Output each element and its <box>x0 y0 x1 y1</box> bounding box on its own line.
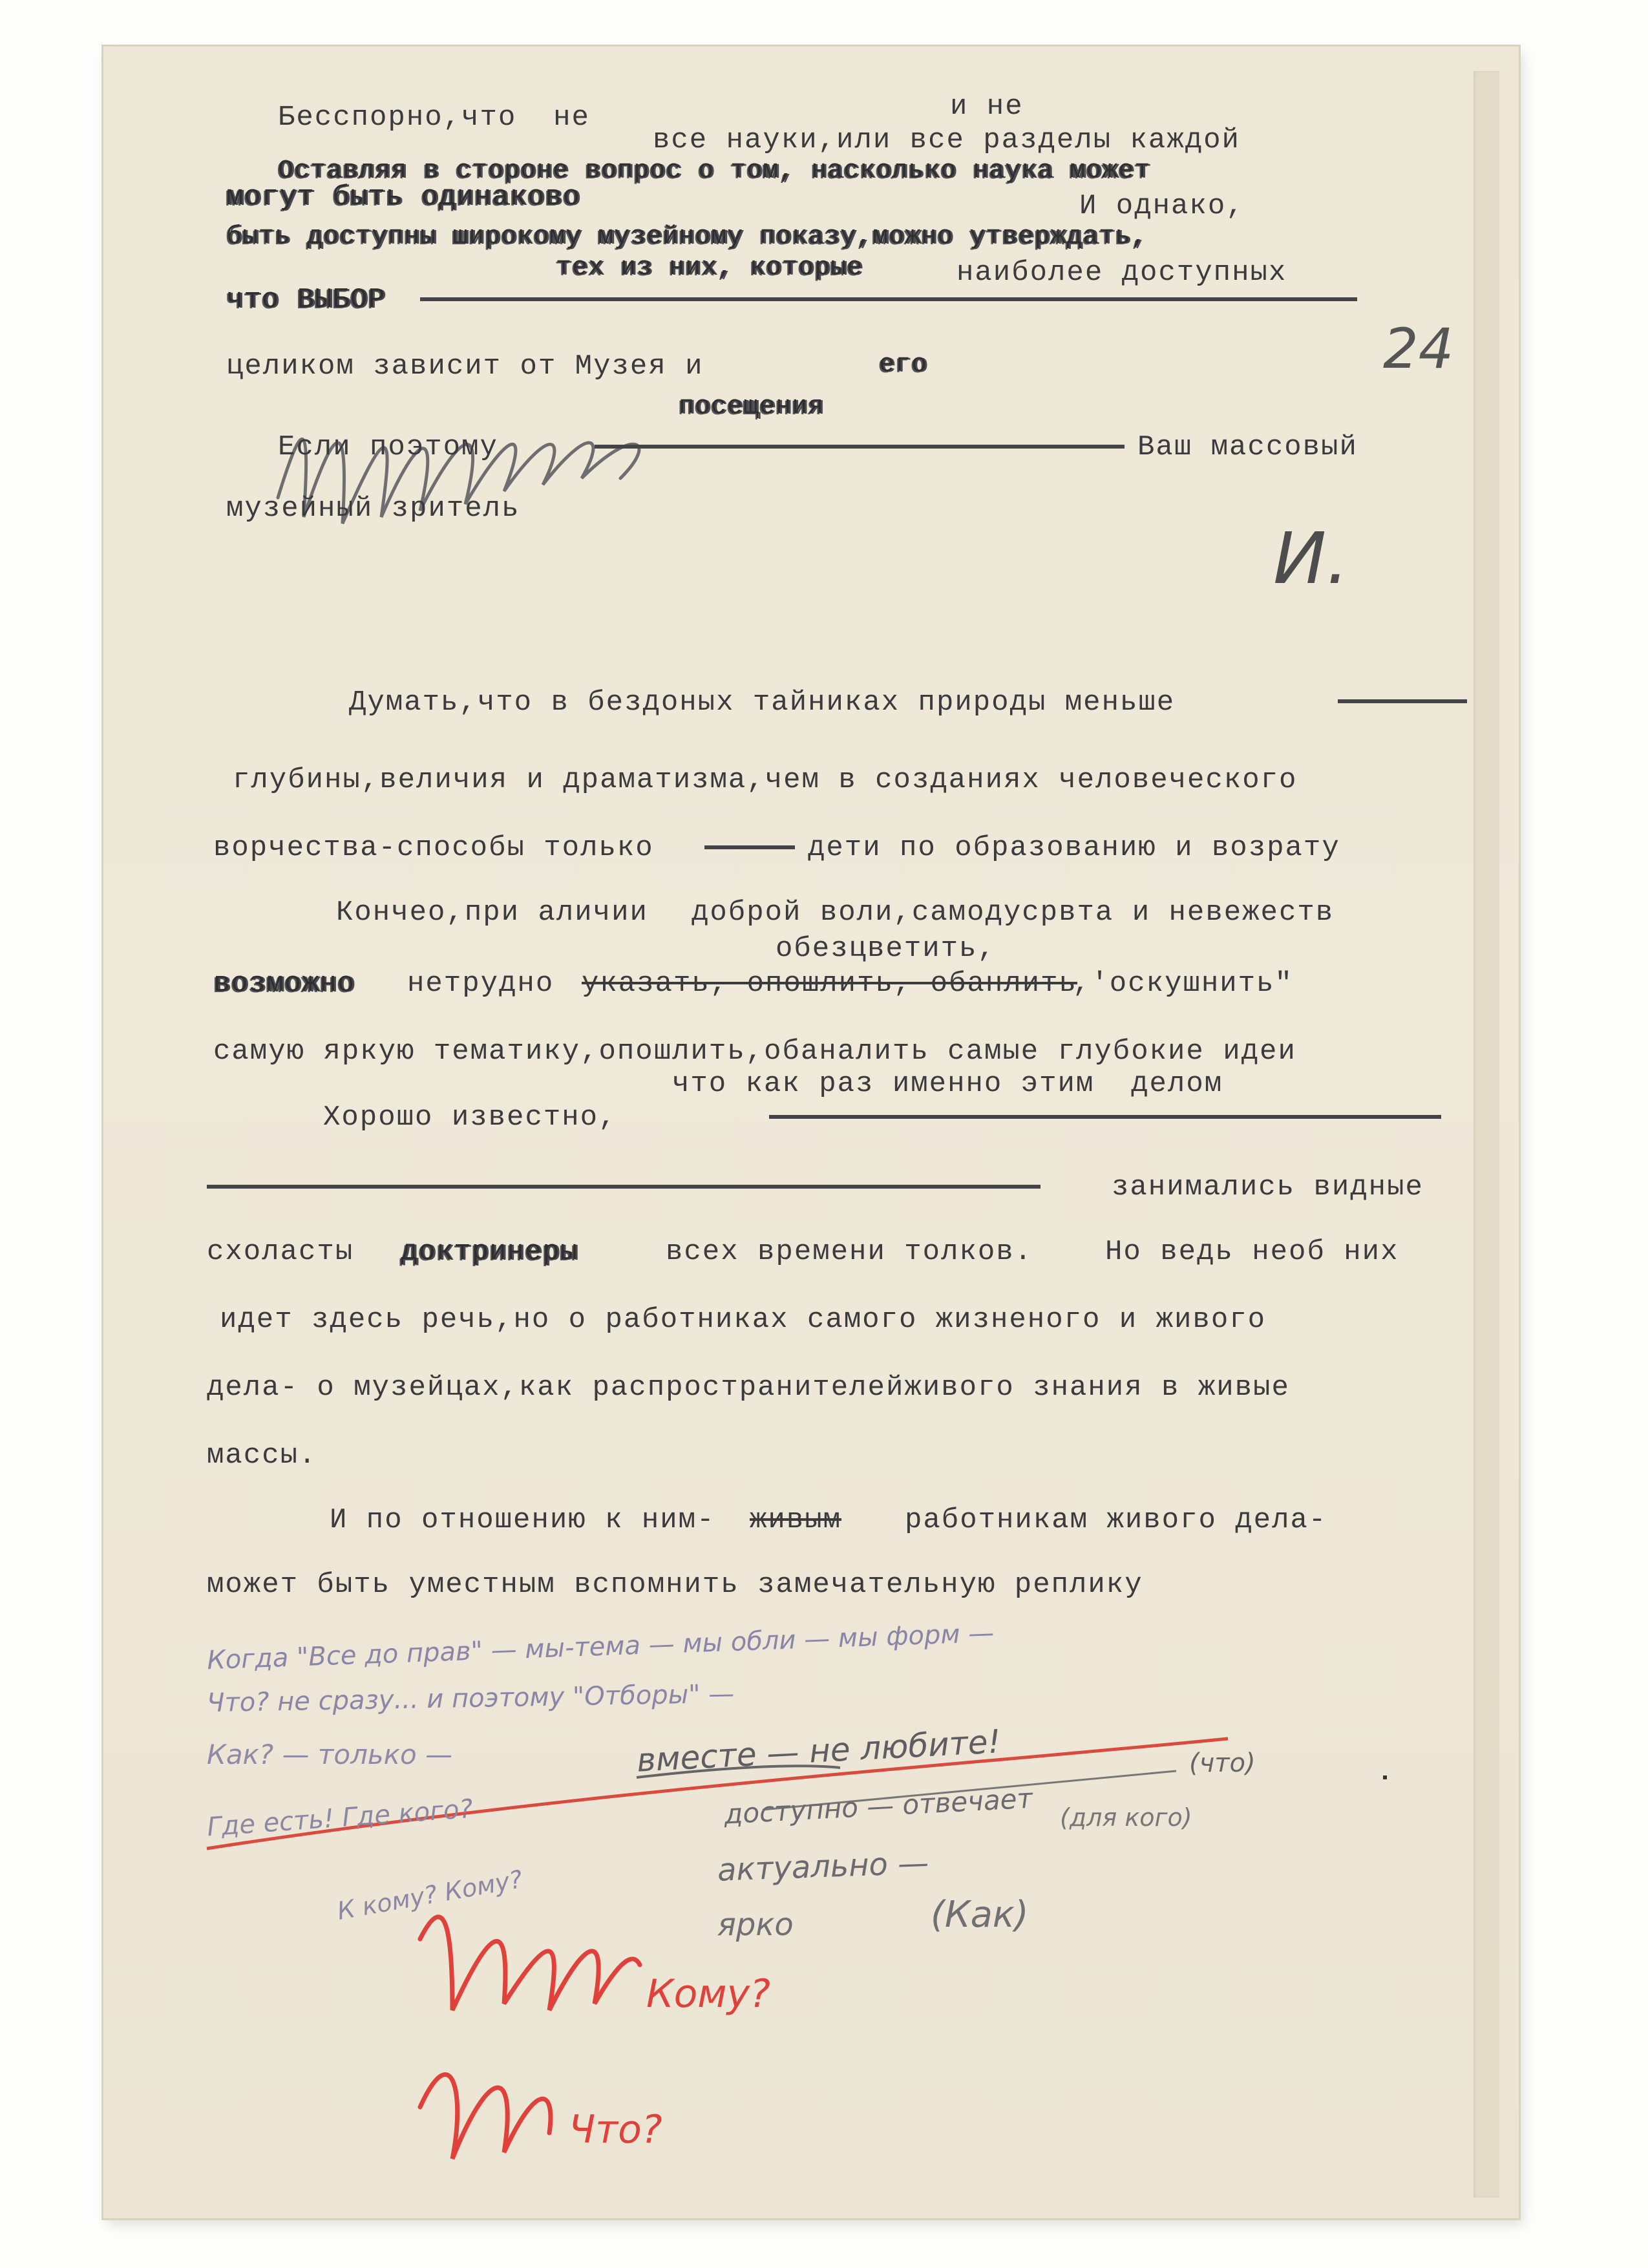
typed-line: и не <box>950 90 1024 123</box>
typed-line: схоласты <box>207 1236 354 1268</box>
typed-line: Кончео,при аличии <box>336 896 648 929</box>
handwritten-note: ярко <box>717 1907 794 1943</box>
handwritten-note: вместе — не любите! <box>635 1722 1002 1779</box>
typed-line: наиболее доступных <box>956 257 1287 289</box>
handwritten-note: Когда "Все до прав" — мы-тема — мы обли — мы форм — <box>206 1618 995 1676</box>
typed-line: Если поэтому <box>278 431 498 463</box>
typed-line: И однако, <box>1079 190 1245 222</box>
typed-line: дети по образованию и возрату <box>808 832 1340 864</box>
handwritten-note: актуально — <box>717 1845 930 1889</box>
typed-line: Бесспорно,что не <box>278 101 590 134</box>
typed-overtyped-line: доктринеры <box>401 1236 578 1268</box>
typed-line: могут быть одинаково <box>226 181 581 213</box>
overtyped-strike <box>207 1185 1041 1189</box>
handwritten-note: Где есть! Где кого? <box>206 1794 474 1843</box>
overtyped-strike <box>595 445 1125 449</box>
overtyped-strike <box>704 845 795 849</box>
handwritten-red-note: Что? <box>569 2107 662 2152</box>
overtyped-strike <box>769 1115 1441 1119</box>
typed-line: работникам живого дела- <box>905 1504 1327 1536</box>
typed-line: дела- о музейцах,как распространителейживого знания в живые <box>207 1372 1290 1404</box>
typed-struck-line: живым <box>750 1504 842 1536</box>
typed-line: всех времени толков. <box>666 1236 1033 1268</box>
handwritten-red-note: Кому? <box>646 1971 770 2017</box>
handwritten-note: К кому? Кому? <box>335 1865 525 1925</box>
typed-line: музейный зритель <box>226 493 520 525</box>
typed-line: занимались видные <box>1112 1171 1424 1203</box>
handwritten-note: (что) <box>1189 1748 1256 1778</box>
typed-line: самую яркую тематику,опошлить,обаналить самые глубокие идеи <box>213 1035 1296 1068</box>
red-scribble-komu <box>420 1917 640 2010</box>
handwritten-note: (для кого) <box>1060 1803 1192 1832</box>
page-number: 24 <box>1383 317 1454 381</box>
typed-line: может быть уместным вспомнить замечательную реплику <box>207 1569 1143 1601</box>
typed-line: Но ведь необ них <box>1105 1236 1399 1268</box>
typed-line: глубины,величия и драматизма,чем в созданиях человеческого <box>233 764 1298 796</box>
typed-line: доброй воли,самодусрвта и невежеств <box>692 896 1335 929</box>
typed-line: идет здесь речь,но о работниках самого жизненого и живого <box>220 1304 1267 1336</box>
typed-overtyped-line: что ВЫБОР <box>226 284 386 316</box>
typed-line: Хорошо известно, <box>323 1101 617 1134</box>
typed-line: Думать,что в бездоных тайниках природы меньше <box>349 686 1176 719</box>
handwritten-note: Как? — только — <box>207 1739 453 1770</box>
typed-line: целиком зависит от Музея и <box>226 350 704 383</box>
handwritten-note: доступно — отвечает <box>723 1782 1034 1830</box>
typed-line: ,'оскушнить" <box>1073 968 1293 1000</box>
typed-line: массы. <box>207 1439 317 1472</box>
overtyped-strike <box>420 297 1357 301</box>
typed-overtyped-line: возможно <box>213 968 355 1000</box>
typed-overtyped-line: посещения <box>679 392 825 421</box>
typed-overtyped-line: Оставляя в стороне вопрос о том, насколько наука может <box>278 156 1151 185</box>
red-scribble-chto <box>420 2075 551 2159</box>
typed-line: нетрудно <box>407 968 555 1000</box>
typed-overtyped-line: быть доступны широкому музейному показу,можно утверждать, <box>226 222 1148 251</box>
typed-struck-line: указать, опошлить, обанлить <box>582 968 1077 1000</box>
typed-line: все науки,или все разделы каждой <box>653 124 1240 156</box>
handwritten-note: (Как) <box>931 1894 1029 1936</box>
typed-line: обезцветить, <box>776 933 996 965</box>
overtyped-strike <box>1338 699 1467 703</box>
handwritten-note: Что? не сразу... и поэтому "Отборы" — <box>206 1679 735 1719</box>
typed-overtyped-line: тех из них, которые <box>556 253 863 282</box>
margin-mark-i: И. <box>1273 517 1349 600</box>
typed-overtyped-line: его <box>879 350 928 379</box>
typed-line: Ваш массовый <box>1137 431 1358 463</box>
typed-line: что как раз именно этим делом <box>672 1068 1223 1100</box>
typed-line: ворчества-способы только <box>213 832 654 864</box>
typed-line: И по отношению к ним- <box>330 1504 715 1536</box>
